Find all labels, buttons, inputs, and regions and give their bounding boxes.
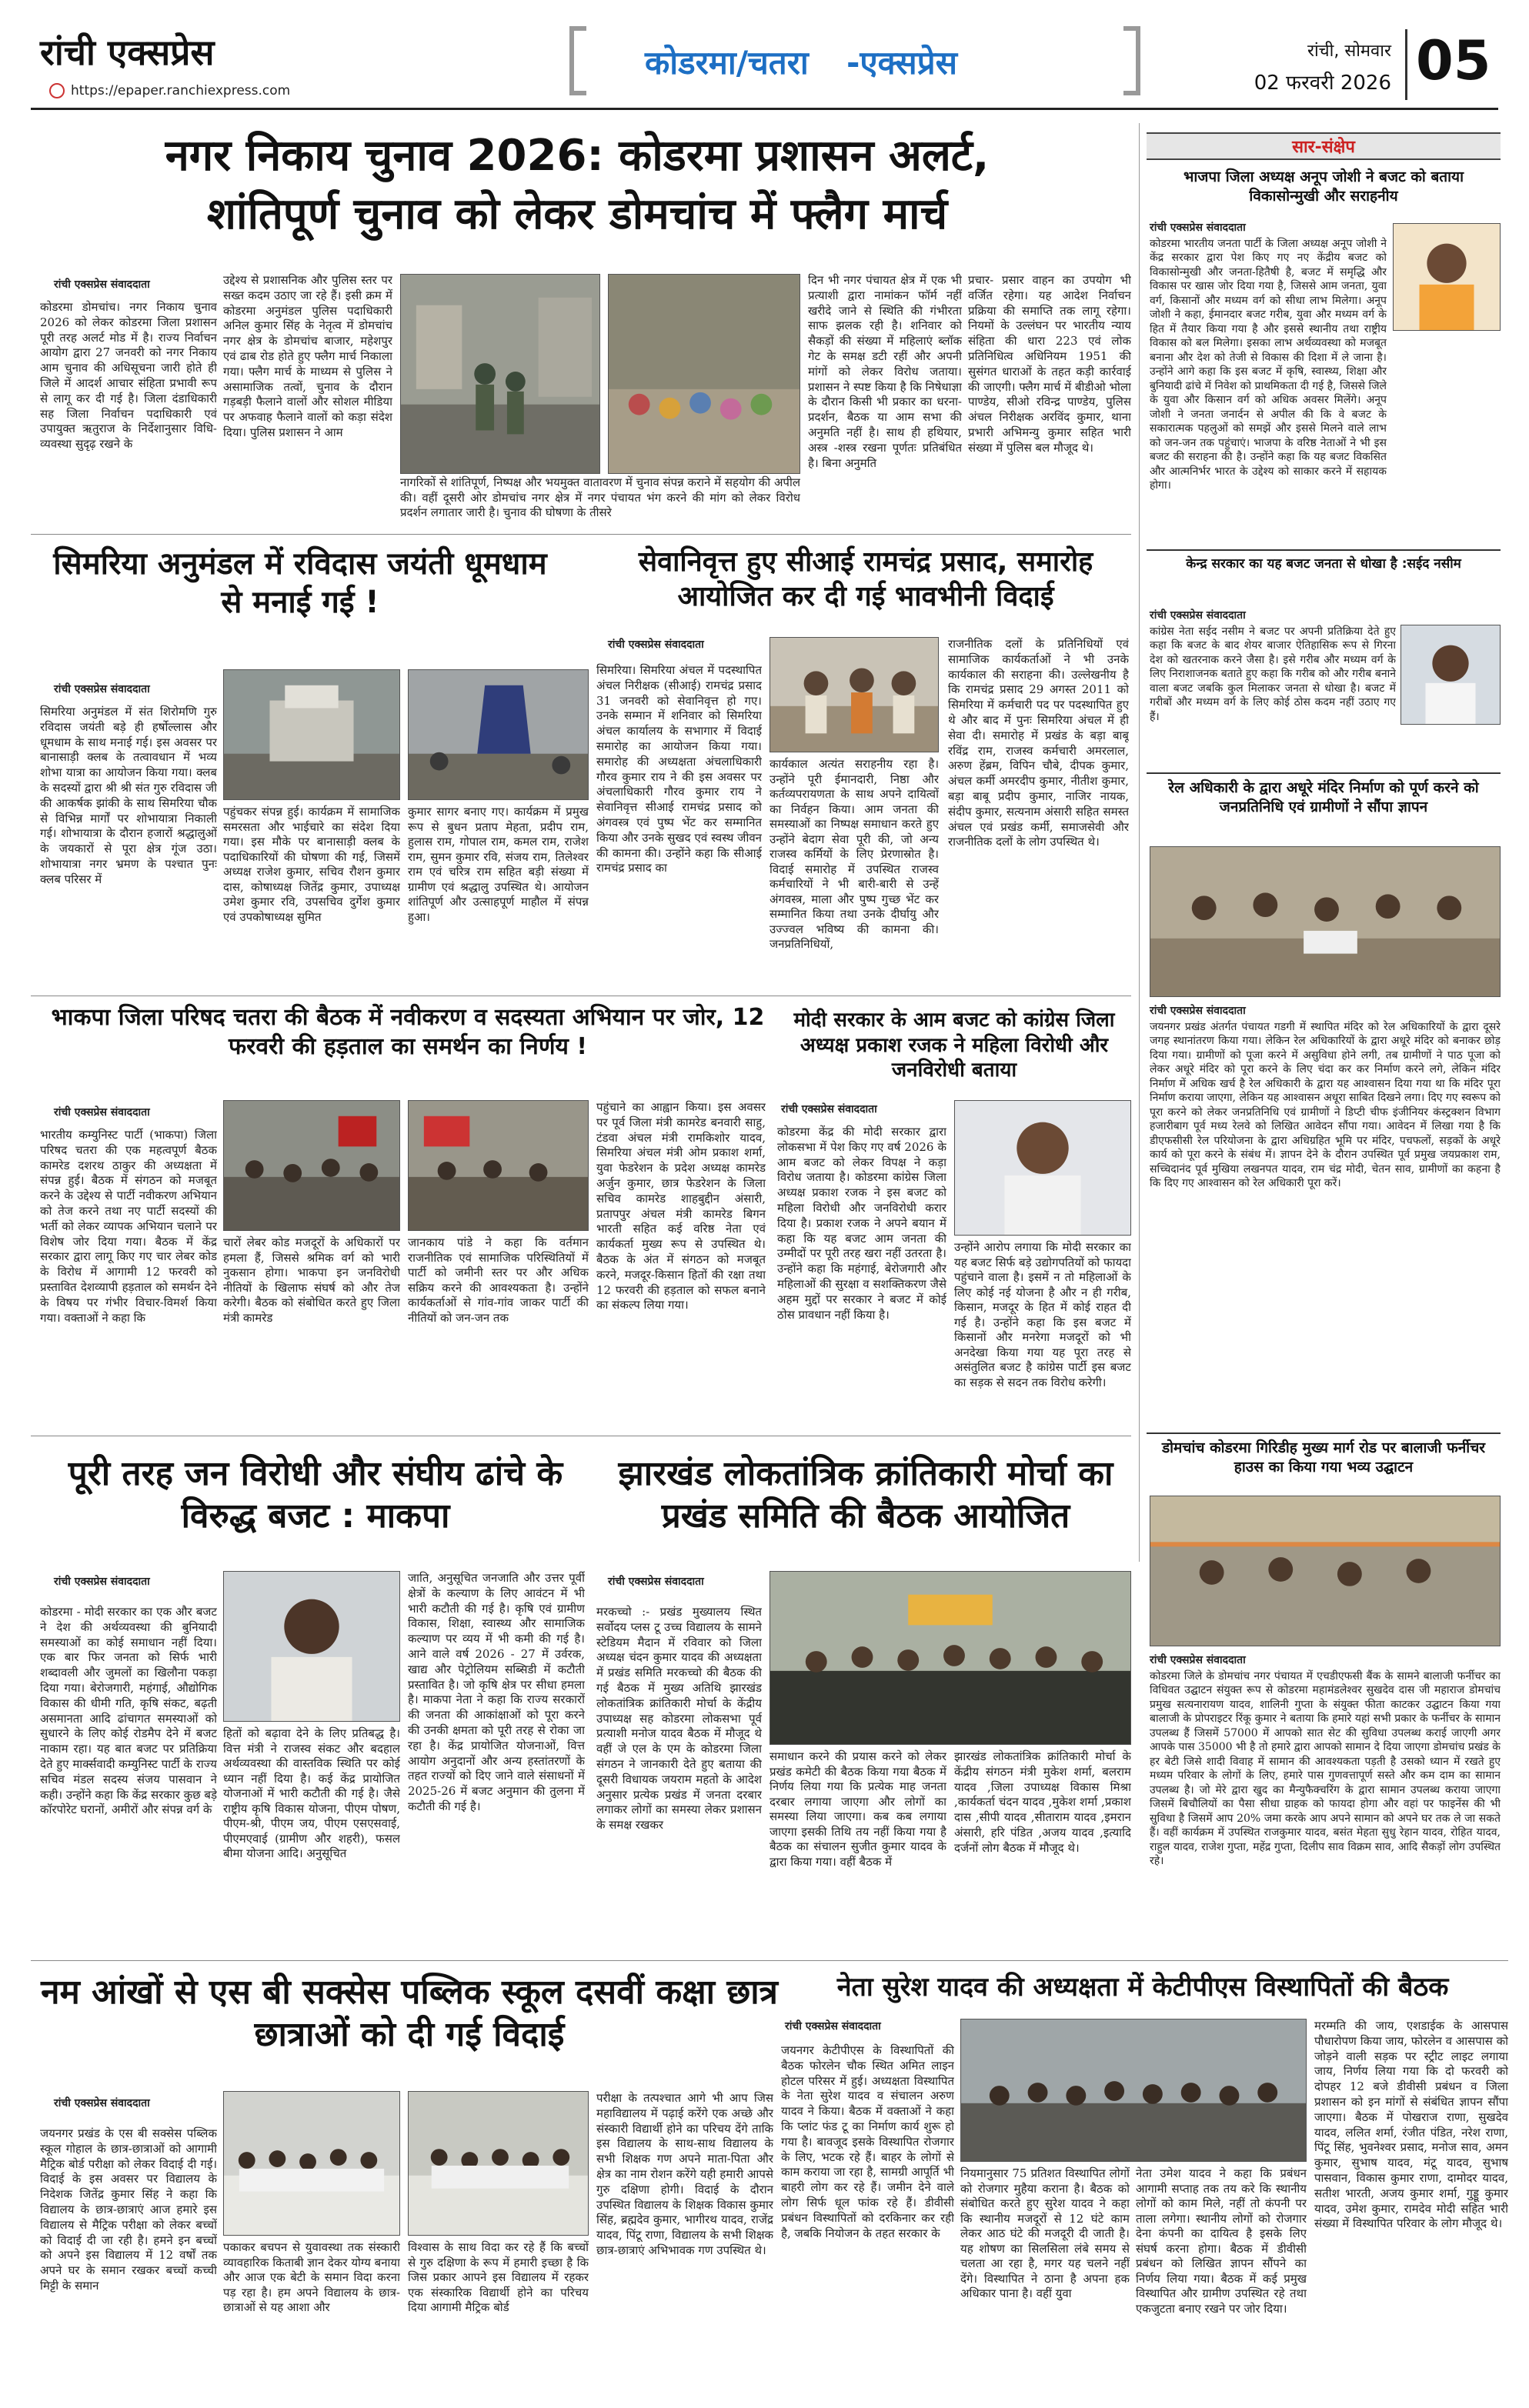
simaria-col1: सिमरिया अनुमंडल में संत शिरोमणि गुरु रविदास जयंती बड़े ही हर्षोल्लास और धूमधाम के साथ मनाई गई। इस अवसर पर बानासाड़ी क्लब के तत्वावधान में भव्य शोभा यात्रा का आयोजन किया गया। क्लब के सदस्यों द्वारा श्री श्री संत गुरु रविदास जी की आकर्षक झांकी के साथ सिमरिया चौक से विभिन्न मार्गों पर शोभायात्रा निकाली गई। शोभायात्रा के दौरान हजारों श्रद्धालुओं के जयकारों से पूरा क्षेत्र गूंज उठा। शोभायात्रा नगर भ्रमण के पश्चात पुनः क्लब परिसर में (40, 705, 217, 886)
jlkm-byline: रांची एक्सप्रेस संवाददाता (608, 1576, 704, 1588)
cpm-headline: पूरी तरह जन विरोधी और संघीय ढांचे के विरुद्ध बजट : माकपा (68, 1454, 563, 1536)
sidebar-s2-text: कांग्रेस नेता सईद नसीम ने बजट पर अपनी प्रतिक्रिया देते हुए कहा कि बजट के बाद शेयर बाजार ऐतिहासिक रूप से गिरना देश को खतरनाक करने जैसा है। इसे गरीब और मध्यम वर्ग के लिए निराशाजनक बताते हुए कहा कि गरीब को और गरीब बनाने वाला बजट जबकि कुल मिलाकर जनता से धोखा है। बजट में गरीबों और मध्यम वर्ग के लिए कोई ठोस कदम नहीं उठाए गए हैं। (1150, 625, 1396, 723)
sidebar-s4-text: कोडरमा जिले के डोमचांच नगर पंचायत में एचडीएफसी बैंक के सामने बालाजी फर्नीचर का विधिवत उद्घाटन संयुक्त रूप से कोडरमा महामंडलेश्वर सुखदेव दास जी महाराज डोमचांच प्रमुख सत्यनारायण यादव, शालिनी गुप्ता के संयुक्त फीता काटकर उद्घाटन किया गया बालाजी के प्रोपराइटर रिंकू कुमार ने बताया कि हमारे यहां सभी प्रकार के फर्नीचर के सामान उपलब्ध हैं जिसमें 57000 में आपको सात सेट की सुविधा उपलब्ध कराई जाएगी अगर आपके पास 35000 भी है तो हमारे द्वारा आपको सामान दे दिया जाएगा डोमचांच प्रखंड के हर बेटी जिसे शादी विवाह में सामान की आवश्यकता पड़ती है उसको ध्यान में रखते हुए मध्यम परिवार के लोगों के लिए, हमारे पास गुणवत्तापूर्ण सस्ते और कम दाम का सामान उपलब्ध है। जो मेरे द्वारा खुद का मैन्युफैक्चरिंग के द्वारा सामान उपलब्ध कराया जाएगा जिसमें बिचौलियों का पैसा सीधा ग्राहक को फायदा होगा और वहां पर फाइनेंस की भी सुविधा है जिसमें आप 20% जमा करके आप अपने सामान को अपने घर तक ले जा सकते हैं। वहीं कार्यक्रम में उपस्थित राजकुमार यादव, बसंत मेहता सुधु रेहान यादव, रोहित यादव, राहुल यादव, राजेश गुप्ता, महेंद्र गुप्ता, दिलीप साव विक्रम साव, आदि सैकड़ों लोग उपस्थित रहे। (1150, 1670, 1501, 1868)
sidebar-s2-byline: रांची एक्सप्रेस संवाददाता (1150, 609, 1246, 622)
sidebar-s3-photo (1150, 846, 1501, 997)
jlkm-photo (770, 1571, 1131, 1745)
sidebar-s3-headline: रेल अधिकारी के द्वारा अधूरे मंदिर निर्माण को पूर्ण करने को जनप्रतिनिधि एवं ग्रामीणों ने सौंपा ज्ञापन (1168, 779, 1479, 815)
cpm-portrait (223, 1571, 400, 1722)
ktps-col4: मरम्मति की जाय, एशडाईक के आसपास पौधारोपण किया जाय, फोरलेन व आसपास को जोड़ने वाली सड़क पर स्ट्रीट लाइट लगाया जाय, निर्णय लिया गया कि दो फरवरी को दोपहर 12 बजे डीवीसी प्रबंधन व जिला प्रशासन को इन मांगों से संबंधित ज्ञापन सौंपा जाएगा। बैठक में पोखराज राणा, सुखदेव यादव, ललित शर्मा, रंजीत पंडित, नरेश राणा, पिंटू सिंह, भुवनेश्वर प्रसाद, मनोज साव, अमन कुमार, सुभाष यादव, मंटू यादव, सुभाष पासवान, विकास कुमार राणा, दामोदर यादव, सतीश भारती, अजय कुमार शर्मा, गुड्डू कुमार यादव, उमेश कुमार, रामदेव मोदी सहित भारी संख्या में विस्थापित परिवार के लोग मौजूद थे। (1314, 2019, 1508, 2231)
masthead (0, 0, 1529, 106)
ktps-photo (960, 2019, 1307, 2162)
section-subtitle: -एक्सप्रेस (846, 44, 957, 82)
lead-photo-caption: नागरिकों से शांतिपूर्ण, निष्पक्ष और भयमुक्त वातावरण में चुनाव संपन्न कराने में सहयोग की अपील की। वहीं दूसरी ओर डोमचांच नगर क्षेत्र में नगर पंचायत भंग करने की मांग को लेकर विरोध प्रदर्शन लगातार जारी है। चुनाव की घोषणा के तीसरे (400, 475, 800, 519)
simaria-byline: रांची एक्सप्रेस संवाददाता (54, 683, 150, 695)
cpi-caption-2: जानकाय पांडे ने कहा कि वर्तमान राजनीतिक एवं सामाजिक परिस्थितियों में पार्टी को जमीनी स्तर पर और अधिक सक्रिय करने की आवश्यकता है। उन्होंने कार्यकर्ताओं से गांव-गांव जाकर पार्टी की नीतियों को जन-जन तक (408, 1236, 589, 1325)
sidebar-s3-byline: रांची एक्सप्रेस संवाददाता (1150, 1005, 1246, 1017)
sidebar-s1-portrait (1393, 223, 1501, 331)
sidebar-s4-photo (1150, 1496, 1501, 1646)
ktps-caption: नियमानुसार 75 प्रतिशत विस्थापित लोगों को रोजगार मुहैया कराना है। बैठक को संबोधित करते हुए सुरेश यादव ने कहा कि स्थानीय मजदूरों से 12 घंटे काम लेकर आठ घंटे की मजदूरी दी जाती है। यह शोषण का सिलसिला लंबे समय से चलता आ रहा है, मगर यह चलने नहीं देंगे। विस्थापित ने ठाना है अपना हक अधिकार पाना है। वहीं युवा (960, 2166, 1130, 2300)
congress-col1: कोडरमा केंद्र की मोदी सरकार द्वारा लोकसभा में पेश किए गए वर्ष 2026 के आम बजट को लेकर विपक्ष ने कड़ा विरोध जताया है। कोडरमा कांग्रेस जिला अध्यक्ष प्रकाश रजक ने इस बजट को महिला विरोधी और जनविरोधी करार दिया है। प्रकाश रजक ने अपने बयान में कहा कि यह बजट आम जनता की उम्मीदों पर पूरी तरह खरा नहीं उतरता है। उन्होंने कहा कि महंगाई, बेरोजगारी और महिलाओं की सुरक्षा व सशक्तिकरण जैसे अहम मुद्दों पर सरकार ने बजट में कोई ठोस प्रावधान नहीं किया है। (777, 1125, 946, 1322)
cpm-col3: जाति, अनुसूचित जनजाति और उत्तर पूर्वी क्षेत्रों के कल्याण के लिए आवंटन में भी भारी कटौती की गई है। कृषि एवं ग्रामीण विकास, शिक्षा, स्वास्थ्य और सामाजिक कल्याण पर व्यय में भी कमी की गई है। आने वाले वर्ष 2026 - 27 में उर्वरक, खाद्य और पेट्रोलियम सब्सिडी में कटौती प्रस्तावित है। जो कृषि क्षेत्र पर सीधा हमला है। माकपा नेता ने कहा कि राज्य सरकारों की जनता की आकांक्षाओं को पूरा करने की उनकी क्षमता को पूरी तरह से रोका जा रहा है। केंद्र प्रायोजित योजनाओं, वित्त आयोग अनुदानों और अन्य हस्तांतरणों के तहत राज्यों को दिए जाने वाले संसाधनों में 2025-26 में बजट अनुमान की तुलना में कटौती की गई है। (408, 1571, 585, 1813)
cpm-col1: कोडरमा - मोदी सरकार का एक और बजट ने देश की अर्थव्यवस्था की बुनियादी समस्याओं का कोई समाधान नहीं दिया। एक बार फिर जनता को सिर्फ भारी शब्दावली और जुमलों का खिलौना पकड़ा दिया गया। बेरोजगारी, महंगाई, औद्योगिक विकास की धीमी गति, कृषि संकट, बढ़ती असमानता आदि ढांचागत समस्याओं को सुधारने के लिए कोई रोडमैप देने में बजट नाकाम रहा। यह बात बजट पर प्रतिक्रिया देते हुए मार्क्सवादी कम्युनिस्ट पार्टी के राज्य सचिव मंडल सदस्य संजय पासवान ने कही। उन्होंने कहा कि केंद्र सरकार कुछ बड़े कॉरपोरेट घरानों, अमीरों और संपन्न वर्ग के (40, 1605, 217, 1817)
sidebar-s2-headline: केन्द्र सरकार का यह बजट जनता से धोखा है :सईद नसीम (1186, 556, 1461, 572)
sidebar-s1-byline: रांची एक्सप्रेस संवाददाता (1150, 222, 1246, 234)
cpi-caption-1: चारों लेबर कोड मजदूरों के अधिकारों पर हमला हैं, जिससे श्रमिक वर्ग को भारी नुकसान होगा। भाकपा इन जनविरोधी नीतियों के खिलाफ संघर्ष को और तेज करेगी। बैठक को संबोधित करते हुए जिला मंत्री कामरेड (223, 1236, 400, 1325)
simaria-headline: सिमरिया अनुमंडल में रविदास जयंती धूमधाम से मनाई गई ! (53, 546, 547, 620)
retire-col1: सिमरिया। सिमरिया अंचल में पदस्थापित अंचल निरीक्षक (सीआई) रामचंद्र प्रसाद 31 जनवरी को सेवानिवृत्त हो गए। उनके सम्मान में शनिवार को सिमरिया अंचल कार्यालय के सभागार में विदाई समारोह का आयोजन किया गया। समारोह की अध्यक्षता अंचलाधिकारी गौरव कुमार राय ने की इस अवसर पर अंचलाधिकारी गौरव कुमार राय ने सेवानिवृत्त सीआई रामचंद्र प्रसाद को अंगवस्त्र एवं पुष्प भेंट कर सम्मानित किया और उनके सुखद एवं स्वस्थ जीवन की कामना की। उन्होंने कहा कि सीआई रामचंद्र प्रसाद का (596, 663, 762, 875)
school-col4: परीक्षा के तत्पश्चात आगे भी आप जिस महाविद्यालय में पढ़ाई करेंगे एक अच्छे और संस्कारी विद्यार्थी होने का परिचय देंगे ताकि इस विद्यालय के साथ-साथ विद्यालय के सभी शिक्षक गण अपने माता-पिता और क्षेत्र का नाम रोशन करेंगे यही हमारी आपसे गुरु दक्षिणा होगी। विदाई के दौरान उपस्थित विद्यालय के शिक्षक विकास कुमार सिंह, ब्रह्मदेव कुमार, भागीरथ यादव, राजेंद्र यादव, पिंटू राणा, विद्यालय के सभी शिक्षक छात्र-छात्राएं अभिभावक गण उपस्थित थे। (596, 2091, 773, 2257)
section-frame-left (569, 26, 586, 95)
newspaper-logo[interactable]: रांची एक्सप्रेस (40, 32, 215, 73)
sidebar-label: सार-संक्षेप (1147, 132, 1501, 160)
simaria-caption-2: कुमार सागर बनाए गए। कार्यक्रम में प्रमुख रूप से बुधन प्रताप मेहता, प्रदीप राम, हुलास राम, गोपाल राम, कमल राम, राजेश राम, सुमन कुमार रवि, संजय राम, तिलेश्वर राम एवं चरित्र राम सहित बड़ी संख्या में ग्रामीण एवं श्रद्धालु उपस्थित थे। आयोजन शांतिपूर्ण और उत्साहपूर्ण माहौल में संपन्न हुआ। (408, 805, 589, 924)
lead-photo-flag-march (400, 274, 600, 474)
ktps-col1: जयनगर केटीपीएस के विस्थापितों की बैठक फोरलेन चौक स्थित अमित लाइन होटल परिसर में हुई। अध्यक्षता विस्थापित के नेता सुरेश यादव व संचालन अरुण यादव ने किया। बैठक में वक्ताओं ने कहा कि प्लांट फंड टू का निर्माण कार्य शुरू हो गया है। बावजूद इसके विस्थापित रोजगार के लिए, भटक रहे हैं। बाहर के लोगों से काम कराया जा रहा है, सामग्री आपूर्ति भी बाहरी लोग कर रहे हैं। जमीन देने वाले लोग सिर्फ धूल फांक रहे हैं। डीवीसी प्रबंधन विस्थापितों को दरकिनार कर रही है, जबकि नियोजन के तहत सरकार के (781, 2043, 954, 2240)
globe-icon (49, 83, 65, 98)
jlkm-col3: झारखंड लोकतांत्रिक क्रांतिकारी मोर्चा के केंद्रीय संगठन मंत्री मुकेश शर्मा, बलराम यादव ,जिला उपाध्यक्ष विकास मिश्रा ,कार्यकर्ता चंदन यादव ,मुकेश शर्मा ,प्रकाश दास ,सीपी यादव ,सीताराम यादव ,इमरान अंसारी, हरि पंडित ,अजय यादव ,इत्यादि दर्जनों लोग बैठक में मौजूद थे। (954, 1749, 1131, 1855)
retire-caption: कार्यकाल अत्यंत सराहनीय रहा है। उन्होंने पूरी ईमानदारी, निष्ठा और कर्तव्यपरायणता के साथ अपने दायित्वों का निर्वहन किया। आम जनता की समस्याओं का निष्पक्ष समाधान करते हुए उन्होंने बेदाग सेवा पूरी की, जो अन्य राजस्व कर्मियों के लिए प्रेरणास्रोत है। विदाई समारोह में उपस्थित राजस्व कर्मचारियों ने भी बारी-बारी से उन्हें अंगवस्त्र, माला और पुष्प गुच्छ भेंट कर सम्मानित किया तथा उनके दीर्घायु और उज्ज्वल भविष्य की कामना की। जनप्रतिनिधियों, (770, 757, 939, 951)
sidebar-s1-text: कोडरमा भारतीय जनता पार्टी के जिला अध्यक्ष अनूप जोशी ने केंद्र सरकार द्वारा पेश किए गए नए केंद्रीय बजट को विकासोन्मुखी और जनता-हितैषी है, बजट में समृद्धि और विकास पर खास जोर दिया गया है, जिससे आम जनता, युवा वर्ग, किसानों और मध्यम वर्ग को सीधा लाभ मिलेगा। अनूप जोशी ने कहा, ईमानदार बजट गरीब, युवा और मध्यम वर्ग के हित में तैयार किया गया है और इससे स्थानीय तथा राष्ट्रीय विकास को बल मिलेगा। इसका लाभ अर्थव्यवस्था को मजबूत बनाना और देश को तेजी से विकास की दिशा में ले जाना है। उन्होंने आगे कहा कि इस बजट में कृषि, स्वास्थ्य, शिक्षा और बुनियादी ढांचे में निवेश को प्राथमिकता दी गई है, जिससे जिले के युवा और किसान वर्ग को अधिक अवसर मिलेंगे। अनूप जोशी ने जनता जनार्दन से अपील की कि वे बजट के सकारात्मक पहलुओं को समझें और इससे मिलने वाले लाभ को जन-जन तक पहुंचाएं। भाजपा के वरिष्ठ नेताओं ने भी इस बजट की सराहना की है। उन्होंने कहा कि यह बजट विकसित और आत्मनिर्भर भारत के उद्देश्य को साकार करने में सहायक होगा। (1150, 238, 1387, 492)
lead-byline: रांची एक्सप्रेस संवाददाता (54, 278, 150, 291)
jlkm-caption: समाधान करने की प्रयास करने को लेकर प्रखंड कमेटी की बैठक किया गया बैठक में निर्णय लिया गया कि प्रत्येक माह जनता दरबार लगाया जाएगा और लोगों का समस्या लिया जाएगा। कब कब लगाया जाएगा इसकी तिथि तय नहीं किया गया है बैठक का संचालन सुजीत कुमार यादव के द्वारा किया गया। वहीं बैठक में (770, 1749, 946, 1869)
school-col1: जयनगर प्रखंड के एस बी सक्सेस पब्लिक स्कूल गोहाल के छात्र-छात्राओं को आगामी मैट्रिक बोर्ड परीक्षा को लेकर विदाई दी गई। विदाई के इस अवसर पर विद्यालय के निदेशक जितेंद्र कुमार सिंह ने कहा कि विद्यालय के छात्र-छात्राएं आज हमारे इस विद्यालय से मैट्रिक परीक्षा को लेकर बच्चों को विदाई दी जा रही है। हमने इन बच्चों को अपने इस विद्यालय में 12 वर्षों तक अपने घर के समान रखकर बच्चों कच्ची मिट्टी के समान (40, 2126, 217, 2293)
school-photo-left (223, 2091, 400, 2236)
lead-col1: कोडरमा डोमचांच। नगर निकाय चुनाव 2026 को लेकर कोडरमा जिला प्रशासन पूरी तरह अलर्ट मोड में है। राज्य निर्वाचन आयोग द्वारा 27 जनवरी को नगर निकाय आम चुनाव की अधिसूचना जारी होते ही जिले में आदर्श आचार संहिता प्रभावी रूप से लागू कर दी गई है। जिला दंडाधिकारी सह जिला निर्वाचन पदाधिकारी एवं उपायुक्त ऋतुराज के निर्देशानुसार विधि- व्यवस्था सुदृढ़ रखने के (40, 300, 217, 452)
lead-col3: दिन भी नगर पंचायत क्षेत्र में एक भी प्रत्याशी द्वारा नामांकन फॉर्म नहीं खरीदे जाने से स्थिति की गंभीरता साफ झलक रही है। शनिवार को सैकड़ों की संख्या में महिलाएं ब्लॉक गेट के समक्ष डटी रहीं और अपनी मांगों को लेकर विरोध जताया। प्रशासन ने स्पष्ट किया है कि निषेधाज्ञा के दौरान किसी भी प्रकार का धरना-प्रदर्शन, बैठक या आम सभा की अनुमति नहीं है। साथ ही हथियार, अस्त्र -शस्त्र रखना पूर्णतः प्रतिबंधित है। बिना अनुमति (808, 273, 962, 470)
school-headline: नम आंखों से एस बी सक्सेस पब्लिक स्कूल दसवीं कक्षा छात्र छात्राओं को दी गई विदाई (41, 1973, 778, 2054)
school-caption-1: पकाकर बचपन से युवावस्था तक संस्कारी व्यावहारिक किताबी ज्ञान देकर योग्य बनाया और आज एक बेटी के समान विदा करना पड़ रहा है। हम अपने विद्यालय के छात्र-छात्राओं से यह आशा और (223, 2240, 400, 2314)
cpm-caption: हितों को बढ़ावा देने के लिए प्रतिबद्ध है। वित्त मंत्री ने राजस्व संकट और बदहाल अर्थव्यवस्था की वास्तविक स्थिति पर कोई ध्यान नहीं दिया है। कई केंद्र प्रायोजित योजनाओं में भारी कटौती की गई है। जैसे राष्ट्रीय कृषि विकास योजना, पीएम पोषण, पीएम-श्री, पीएम जय, पीएम एसएसवाई, पीएमएवाई (ग्रामीण और शहरी), फसल बीमा योजना आदि। अनुसूचित (223, 1726, 400, 1860)
school-byline: रांची एक्सप्रेस संवाददाता (54, 2097, 150, 2110)
cpi-byline: रांची एक्सप्रेस संवाददाता (54, 1106, 150, 1119)
sidebar-s2-portrait (1400, 625, 1501, 725)
congress-caption: उन्होंने आरोप लगाया कि मोदी सरकार का यह बजट सिर्फ बड़े उद्योगपतियों को फायदा पहुंचाने वाला है। इसमें न तो महिलाओं के लिए कोई नई योजना है और न ही गरीब, किसान, मजदूर के हित में कोई राहत दी गई है। उन्होंने कहा कि इस बजट में किसानों और मनरेगा मजदूरों को भी अनदेखा किया गया यह पूरा तरह से असंतुलित बजट है कांग्रेस पार्टी इस बजट का सड़क से सदन तक विरोध करेगी। (954, 1240, 1131, 1389)
page-number: 05 (1416, 29, 1491, 92)
place-day: रांची, सोमवार (1307, 42, 1391, 61)
retire-byline: रांची एक्सप्रेस संवाददाता (608, 639, 704, 651)
lead-headline-line1: नगर निकाय चुनाव 2026: कोडरमा प्रशासन अलर्ट, (165, 131, 990, 181)
lead-col4: प्रचार- प्रसार वाहन का उपयोग भी वर्जित रहेगा। यह आदेश निर्वाचन प्रक्रिया की समाप्ति तक लागू रहेगा। नियमों के उल्लंघन पर भारतीय न्याय संहिता की धारा 223 एवं लोक प्रतिनिधित्व अधिनियम 1951 की सुसंगत धाराओं के तहत कड़ी कार्रवाई की जाएगी। फ्लैग मार्च में बीडीओ भोला पाण्डेय, सीओ रविन्द्र पाण्डेय, पुलिस अंचल निरीक्षक अरविंद कुमार, थाना प्रभारी अभिमन्यु कुमार सहित भारी संख्या में पुलिस बल मौजूद थे। (968, 273, 1131, 455)
cpi-photo-left (223, 1100, 400, 1231)
ktps-caption-2: नेता उमेश यादव ने कहा कि प्रबंधन आगामी सप्ताह तक तय करे कि स्थानीय लोगों को काम मिले, नहीं तो कंपनी पर ताला लगेगा। स्थानीय लोगों को रोजगार देना कंपनी का दायित्व है इसके लिए संघर्ष करना होगा। बैठक में डीवीसी प्रबंधन को लिखित ज्ञापन सौंपने का निर्णय लिया गया। बैठक में कई प्रमुख विस्थापित और ग्रामीण उपस्थित रहे तथा एकजुटता बनाए रखने पर जोर दिया। (1136, 2166, 1307, 2316)
simaria-photo-left (223, 669, 400, 800)
cpm-byline: रांची एक्सप्रेस संवाददाता (54, 1576, 150, 1588)
jlkm-col1: मरकच्चो :- प्रखंड मुख्यालय स्थित सर्वोदय प्लस टू उच्च विद्यालय के सामने स्टेडियम मैदान में रविवार को जिला अध्यक्ष चंदन कुमार यादव की अध्यक्षता में प्रखंड समिति मरकच्चो की बैठक की गई बैठक में मुख्य अतिथि झारखंड लोकतांत्रिक क्रांतिकारी मोर्चा के केंद्रीय उपाध्यक्ष सह कोडरमा लोकसभा पूर्व प्रत्याशी मनोज यादव बैठक में मौजूद थे वहीं जे एल के एम के कोडरमा जिला संगठन ने जानकारी देते हुए बताया की दूसरी विधायक जयराम महतो के आदेश अनुसार प्रत्येक प्रखंड में जनता दरबार लगाकर लोगों का समस्या लेकर प्रशासन के समक्ष रखकर (596, 1605, 762, 1833)
cpi-headline: भाकपा जिला परिषद चतरा की बैठक में नवीकरण व सदस्यता अभियान पर जोर, 12 फरवरी की हड़ताल का समर्थन का निर्णय ! (51, 1004, 765, 1060)
ktps-headline: नेता सुरेश यादव की अध्यक्षता में केटीपीएस विस्थापितों की बैठक (836, 1972, 1449, 2003)
epaper-url[interactable]: https://epaper.ranchiexpress.com (71, 83, 291, 98)
school-photo-right (408, 2091, 589, 2236)
section-title: कोडरमा/चतरा (645, 44, 809, 82)
ktps-byline: रांची एक्सप्रेस संवाददाता (785, 2020, 881, 2033)
retire-photo (770, 637, 939, 752)
retire-col3: राजनीतिक दलों के प्रतिनिधियों एवं सामाजिक कार्यकर्ताओं ने भी उनके कार्यकाल की सराहना की। उल्लेखनीय है कि रामचंद्र प्रसाद 29 अगस्त 2011 को सिमरिया में कर्मचारी पद पर पदस्थापित हुए थे और बाद में पुनः सिमरिया अंचल में ही सेवा दी। समारोह में प्रखंड के बड़ा बाबू रविंद्र राम, राजस्व कर्मचारी अमरलाल, अरुण हेंब्रम, विपिन चौबे, दीपक कुमार, अंचल कर्मी अमरदीप कुमार, नीतीश कुमार, बड़ा बाबू प्रदीप कुमार, नाजिर नायक, संदीप कुमार, सत्यनाम अंसारी सहित समस्त अंचल एवं प्रखंड कर्मी, समाजसेवी और राजनीतिक दलों के लोग उपस्थित थे। (948, 637, 1129, 849)
simaria-caption-1: पहुंचकर संपन्न हुई। कार्यक्रम में सामाजिक समरसता और भाईचारे का संदेश दिया गया। इस मौके पर बानासाड़ी क्लब के पदाधिकारियों की घोषणा की गई, जिसमें अध्यक्ष राजेश कुमार, सचिव रौशन कुमार दास, कोषाध्यक्ष जितेंद्र कुमार, उपाध्यक्ष उमेश कुमार रवि, उपसचिव दुर्गेश कुमार एवं उपकोषाध्यक्ष सुमित (223, 805, 400, 924)
simaria-photo-right (408, 669, 589, 800)
congress-byline: रांची एक्सप्रेस संवाददाता (781, 1103, 877, 1116)
edition-date: 02 फरवरी 2026 (1254, 72, 1391, 95)
sidebar-s3-text: जयनगर प्रखंड अंतर्गत पंचायत गडगी में स्थापित मंदिर को रेल अधिकारियों के द्वारा दूसरे जगह स्थानांतरण किया गया। लेकिन रेल अधिकारियों के द्वारा अधूरे मंदिर को बनाकर छोड़ दिया गया। ग्रामीणों को पूजा करने में असुविधा होने लगी, तब ग्रामीणों ने पाठ पूजा को लेकर अधूरे मंदिर को पूरा करने के लिए चंदा कर कर निर्माण करने लगे, लेकिन मंदिर निर्माण में अधिक खर्च है रेल अधिकारी के द्वारा यह आश्वासन दिया गया था कि मंदिर पूरा निर्माण कराया जाएगा, लेकिन यह आश्वासन अधूरा साबित दिखने लगा। दिए गए स्वरूप को पूरा करने को लेकर जनप्रतिनिधि एवं ग्रामीणों ने डिप्टी चीफ इंजीनियर कंस्ट्रक्शन विभाग हजारीबाग पूर्व मध्य रेलवे को लिखित आवेदन सौंपा गया। आवेदन में लिखा गया है कि डीएफसीसी रेल परियोजना के द्वारा अधिग्रहित भूमि पर मंदिर, पचफलों, सड़कों के अधूरे कार्य को पूरा करने के संबंध में। ज्ञापन देने के दौरान उपस्थित पूर्व प्रमुख जयप्रकाश राम, सच्चिदानंद पूर्व मुखिया लखनपत यादव, राम चंद्र मोदी, चेतन साव, ग्रामीणों का कहना है कि दिए गए आश्वासन को रेल अधिकारी पूरा करें। (1150, 1021, 1501, 1190)
section-frame-right (1123, 26, 1140, 95)
cpi-photo-right (408, 1100, 589, 1231)
lead-headline-line2: शांतिपूर्ण चुनाव को लेकर डोमचांच में फ्लैग मार्च (206, 189, 948, 239)
sidebar-s1-headline: भाजपा जिला अध्यक्ष अनूप जोशी ने बजट को बताया विकासोन्मुखी और सराहनीय (1183, 168, 1464, 205)
cpi-col1: भारतीय कम्युनिस्ट पार्टी (भाकपा) जिला परिषद चतरा की एक महत्वपूर्ण बैठक कामरेड दशरथ ठाकुर की अध्यक्षता में संपन्न हुई। बैठक में संगठन को मजबूत करने के उद्देश्य से पार्टी नवीकरण अभियान को तेज करने तथा नए पार्टी सदस्यों की भर्ती को लेकर व्यापक अभियान चलाने पर विशेष जोर दिया गया। बैठक में केंद्र सरकार द्वारा लागू किए गए चार लेबर कोड के विरोध में आगामी 12 फरवरी को प्रस्तावित देशव्यापी हड़ताल को समर्थन देने के विषय पर गंभीर विचार-विमर्श किया गया। वक्ताओं ने कहा कि (40, 1128, 217, 1325)
congress-portrait (954, 1100, 1131, 1236)
school-caption-2: विश्वास के साथ विदा कर रहे हैं कि बच्चों से गुरु दक्षिणा के रूप में हमारी इच्छा है कि जिस प्रकार आपने इस विद्यालय में रहकर एक संस्कारिक विद्यार्थी होने का परिचय दिया आगामी मैट्रिक बोर्ड (408, 2240, 589, 2314)
congress-headline: मोदी सरकार के आम बजट को कांग्रेस जिला अध्यक्ष प्रकाश रजक ने महिला विरोधी और जनविरोधी बताया (793, 1009, 1115, 1082)
lead-col2: उद्देश्य से प्रशासनिक और पुलिस स्तर पर सख्त कदम उठाए जा रहे हैं। इसी क्रम में कोडरमा अनुमंडल पुलिस पदाधिकारी अनिल कुमार सिंह के नेतृत्व में डोमचांच नगर क्षेत्र के डोमचांच बाजार, महेशपुर एवं ढाब रोड होते हुए फ्लैग मार्च निकाला गया। फ्लैग मार्च के माध्यम से पुलिस ने असामाजिक तत्वों, चुनाव के दौरान गड़बड़ी फैलाने वालों और सोशल मीडिया पर अफवाह फैलाने वालों को कड़ा संदेश दिया। पुलिस प्रशासन ने आम (223, 273, 392, 439)
sidebar-s4-headline: डोमचांच कोडरमा गिरिडीह मुख्य मार्ग रोड पर बालाजी फर्नीचर हाउस का किया गया भव्य उद्घाटन (1161, 1439, 1486, 1476)
jlkm-headline: झारखंड लोकतांत्रिक क्रांतिकारी मोर्चा का प्रखंड समिति की बैठक आयोजित (618, 1454, 1113, 1536)
cpi-col4: पहुंचाने का आह्वान किया। इस अवसर पर पूर्व जिला मंत्री कामरेड बनवारी साहु, टंडवा अंचल मंत्री रामकिशोर यादव, सिमरिया अंचल मंत्री ओम प्रकाश शर्मा, युवा फेडरेशन के प्रदेश अध्यक्ष कामरेड अर्जुन कुमार, छात्र फेडरेशन के जिला सचिव कामरेड शाहबुद्दीन अंसारी, प्रतापपुर अंचल मंत्री कामरेड बिगन भारती सहित कई वरिष्ठ नेता एवं कार्यकर्ता मुख्य रूप से उपस्थित थे। बैठक के अंत में संगठन को मजबूत करने, मजदूर-किसान हितों की रक्षा तथा 12 फरवरी की हड़ताल को सफल बनाने का संकल्प लिया गया। (596, 1100, 766, 1312)
sidebar-s4-byline: रांची एक्सप्रेस संवाददाता (1150, 1654, 1246, 1666)
retire-headline: सेवानिवृत्त हुए सीआई रामचंद्र प्रसाद, समारोह आयोजित कर दी गई भावभीनी विदाई (638, 546, 1093, 612)
lead-photo-protest (608, 274, 800, 474)
